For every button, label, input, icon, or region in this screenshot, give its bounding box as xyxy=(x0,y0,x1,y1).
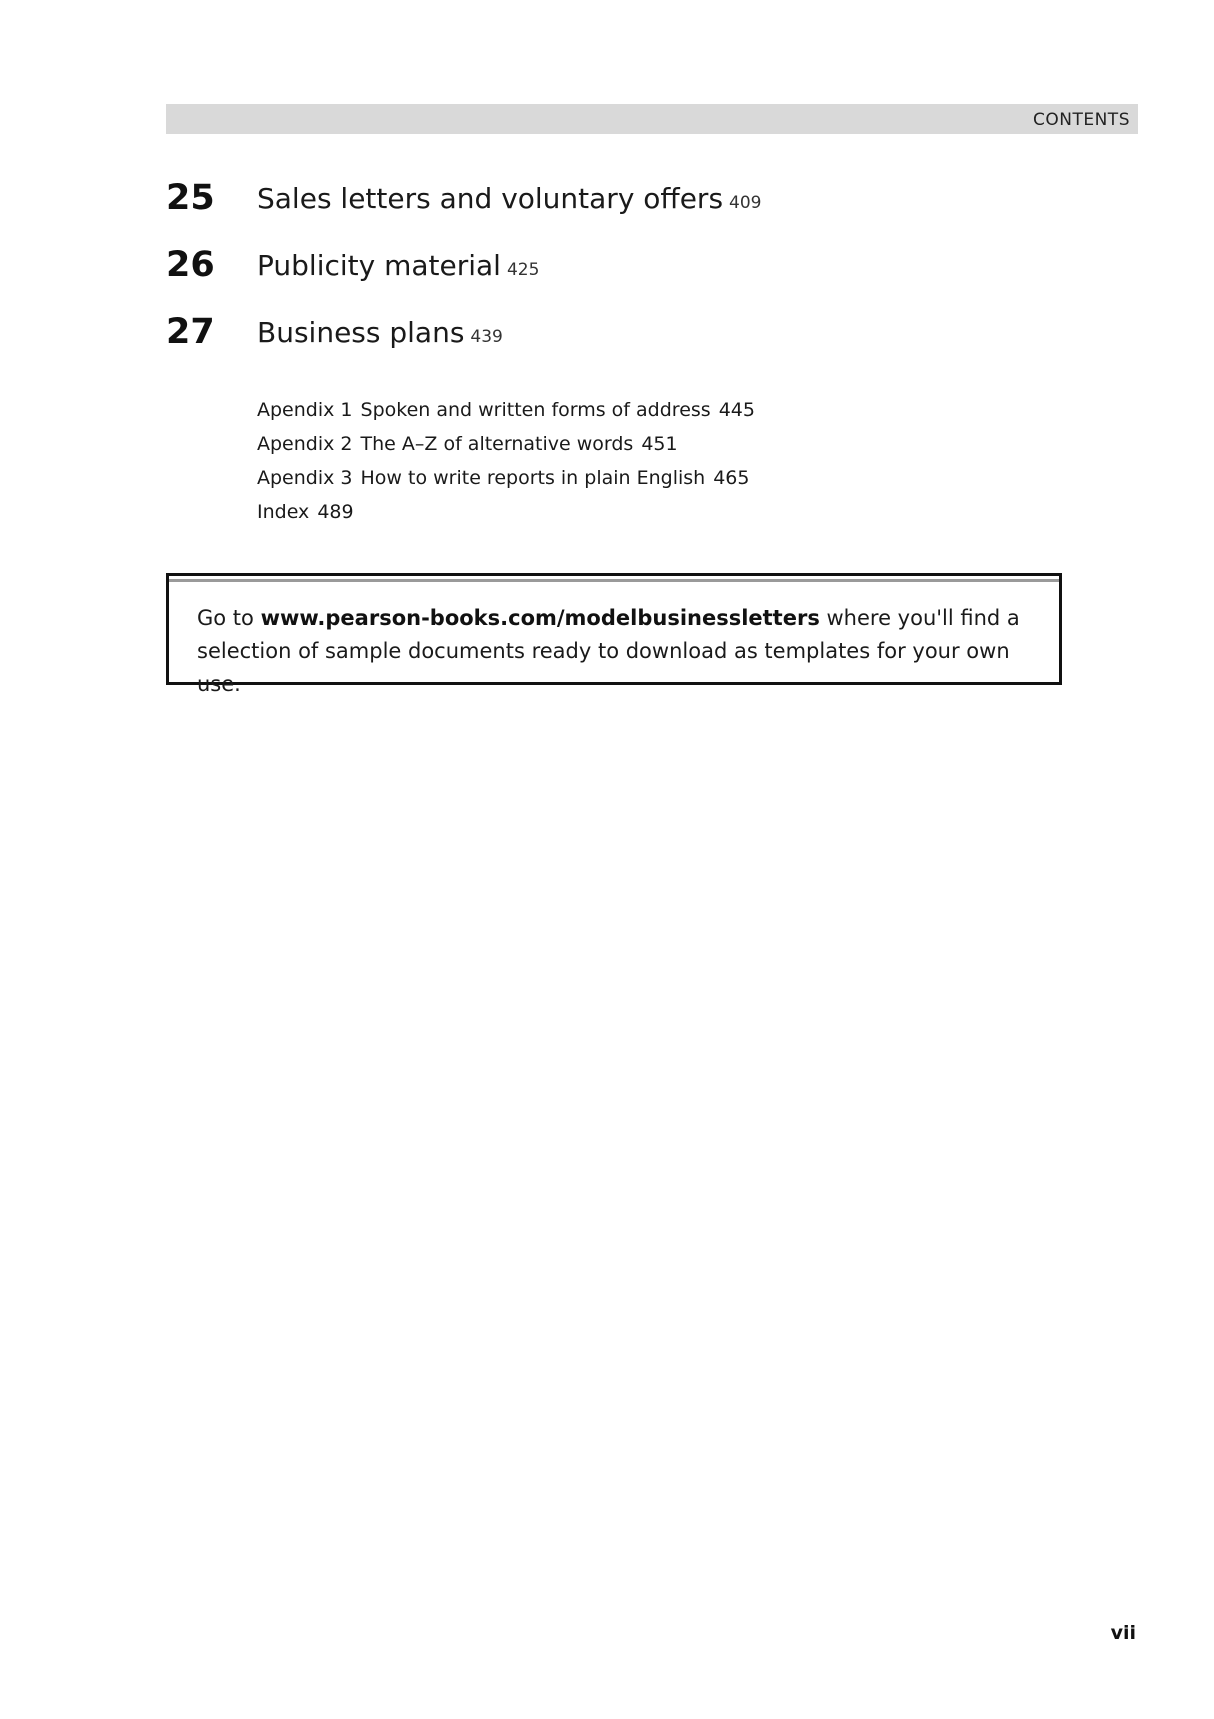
page-number: vii xyxy=(1110,1622,1136,1644)
appendix-entry[interactable] xyxy=(257,461,763,495)
chapter-title xyxy=(257,182,762,215)
index-entry[interactable] xyxy=(257,495,763,529)
chapter-number: 26 xyxy=(166,245,215,285)
chapter-page-number: 409 xyxy=(729,193,762,213)
appendix-entry[interactable] xyxy=(257,427,763,461)
index-title: Index xyxy=(257,501,310,523)
appendix-title: How to write reports in plain English xyxy=(360,467,706,489)
appendix-page-number: 451 xyxy=(641,433,678,455)
chapter-title-text: Publicity material xyxy=(257,249,501,282)
chapter-title-text: Business plans xyxy=(257,316,465,349)
index-page-number: 489 xyxy=(317,501,354,523)
chapter-title xyxy=(257,249,539,282)
appendix-title: Spoken and written forms of address xyxy=(360,399,711,421)
chapter-title xyxy=(257,316,503,349)
chapter-page-number: 439 xyxy=(470,327,503,347)
appendix-label: Apendix 3 xyxy=(257,467,353,489)
appendix-page-number: 445 xyxy=(718,399,755,421)
chapter-title-text: Sales letters and voluntary offers xyxy=(257,182,724,215)
appendix-label: Apendix 2 xyxy=(257,433,353,455)
chapter-number: 27 xyxy=(166,312,215,352)
contents-header-bar xyxy=(166,104,1138,134)
appendix-entry[interactable] xyxy=(257,393,763,427)
download-callout-box xyxy=(166,573,1062,696)
chapter-page-number: 425 xyxy=(506,260,540,280)
callout-prefix: Go to xyxy=(197,606,261,630)
appendix-label: Apendix 1 xyxy=(257,399,353,421)
callout-text xyxy=(197,602,1037,701)
website-link[interactable]: www.pearson-books.com/modelbusinessletters xyxy=(260,606,820,630)
appendix-title: The A–Z of alternative words xyxy=(360,433,634,455)
callout-divider xyxy=(169,579,1059,582)
appendix-list xyxy=(257,393,763,529)
appendix-page-number: 465 xyxy=(713,467,750,489)
chapter-number: 25 xyxy=(166,178,215,218)
callout-suffix: where you'll find a selection of sample documents ready to download as templates for your own use. xyxy=(197,606,1020,696)
section-label: CONTENTS xyxy=(1033,110,1130,130)
